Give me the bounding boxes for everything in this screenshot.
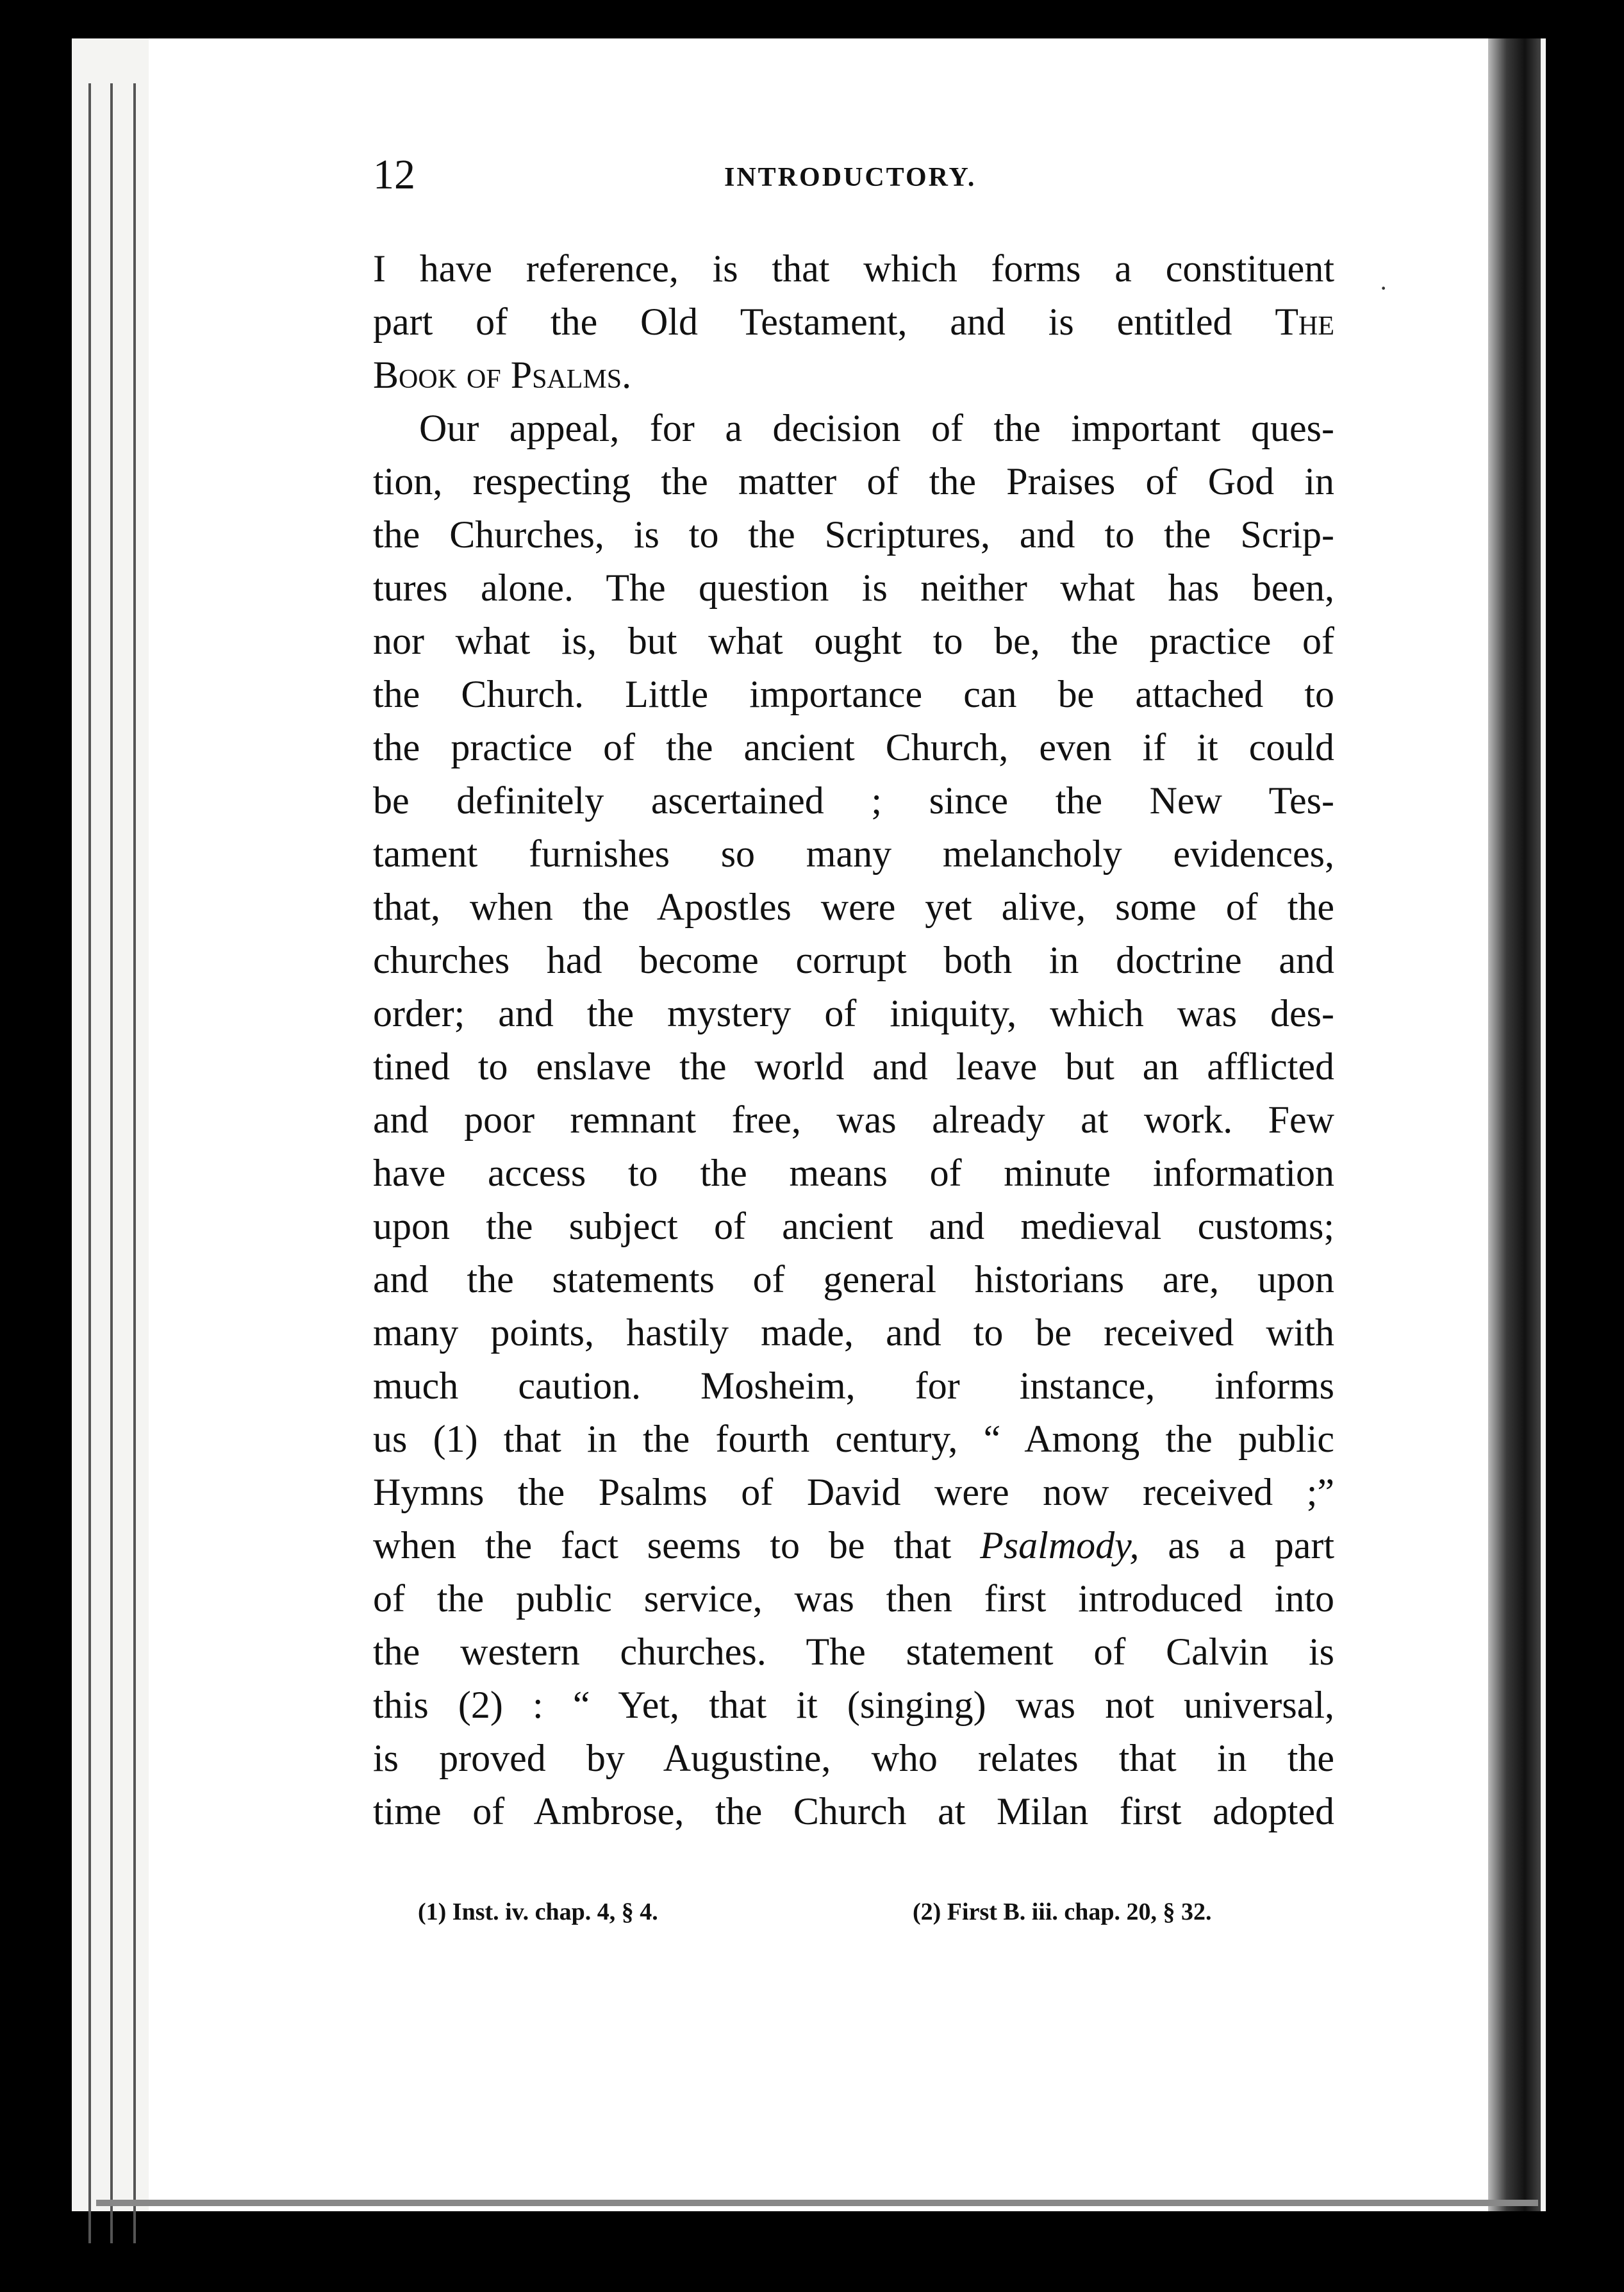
text-line: tures alone. The question is neither what has been, xyxy=(373,567,1334,609)
text-line: of the public service, was then first introduced into xyxy=(373,1577,1334,1620)
footnotes xyxy=(373,1889,1334,1934)
text-line: is proved by Augustine, who relates that in the xyxy=(373,1737,1334,1779)
text-line: the Church. Little importance can be attached to xyxy=(373,673,1334,715)
text-line: much caution. Mosheim, for instance, informs xyxy=(373,1365,1334,1407)
text-line: tion, respecting the matter of the Praises of God in xyxy=(373,460,1334,502)
page-edge-line xyxy=(88,83,91,2243)
text-line: order; and the mystery of iniquity, which was des- xyxy=(373,992,1334,1034)
text-line: Our appeal, for a decision of the important ques- xyxy=(419,407,1334,449)
text-segment: as a part xyxy=(1139,1524,1334,1566)
text-line: I have reference, is that which forms a constituent xyxy=(373,247,1334,290)
text-line xyxy=(373,1519,1334,1572)
text-line: and poor remnant free, was already at work. Few xyxy=(373,1099,1334,1141)
spine-shadow xyxy=(1488,38,1541,2211)
footnote-2: (2) First B. iii. chap. 20, § 32. xyxy=(913,1898,1212,1925)
text-line: that, when the Apostles were yet alive, some of the xyxy=(373,886,1334,928)
text-line: us (1) that in the fourth century, “ Among the public xyxy=(373,1418,1334,1460)
text-line: tined to enslave the world and leave but an afflicted xyxy=(373,1045,1334,1088)
page-edge-line xyxy=(133,83,136,2243)
text-line xyxy=(373,295,1334,349)
text-line: be definitely ascertained ; since the New Tes- xyxy=(373,779,1334,822)
footnote-1: (1) Inst. iv. chap. 4, § 4. xyxy=(418,1898,658,1925)
ink-speck: · xyxy=(1379,274,1388,303)
page-header xyxy=(373,146,1014,204)
italic-segment: Psalmody, xyxy=(980,1524,1139,1566)
text-line: nor what is, but what ought to be, the practice of xyxy=(373,620,1334,662)
text-line: Hymns the Psalms of David were now received ;” xyxy=(373,1471,1334,1513)
running-head: INTRODUCTORY. xyxy=(724,163,977,192)
text-line: the practice of the ancient Church, even if it could xyxy=(373,726,1334,768)
text-line: this (2) : “ Yet, that it (singing) was not universal, xyxy=(373,1684,1334,1726)
text-line: and the statements of general historians are, upon xyxy=(373,1258,1334,1300)
page-number: 12 xyxy=(373,151,415,198)
body-text xyxy=(373,242,1334,1838)
text-segment: part of the Old Testament, and is entitled xyxy=(373,301,1275,343)
text-line: tament furnishes so many melancholy evidences, xyxy=(373,833,1334,875)
text-line: the western churches. The statement of Calvin is xyxy=(373,1631,1334,1673)
text-line: Book of Psalms. xyxy=(373,354,632,396)
text-line: many points, hastily made, and to be received with xyxy=(373,1311,1334,1354)
text-line: have access to the means of minute information xyxy=(373,1152,1334,1194)
text-segment: when the fact seems to be that xyxy=(373,1524,981,1566)
page-bottom-edge xyxy=(96,2200,1538,2206)
text-line: the Churches, is to the Scriptures, and to the Scrip- xyxy=(373,513,1334,556)
page-edge-line xyxy=(110,83,113,2243)
text-line: churches had become corrupt both in doctrine and xyxy=(373,939,1334,981)
text-line: time of Ambrose, the Church at Milan first adopted xyxy=(373,1790,1334,1832)
small-caps-segment: The xyxy=(1275,301,1334,343)
text-line: upon the subject of ancient and medieval customs; xyxy=(373,1205,1334,1247)
